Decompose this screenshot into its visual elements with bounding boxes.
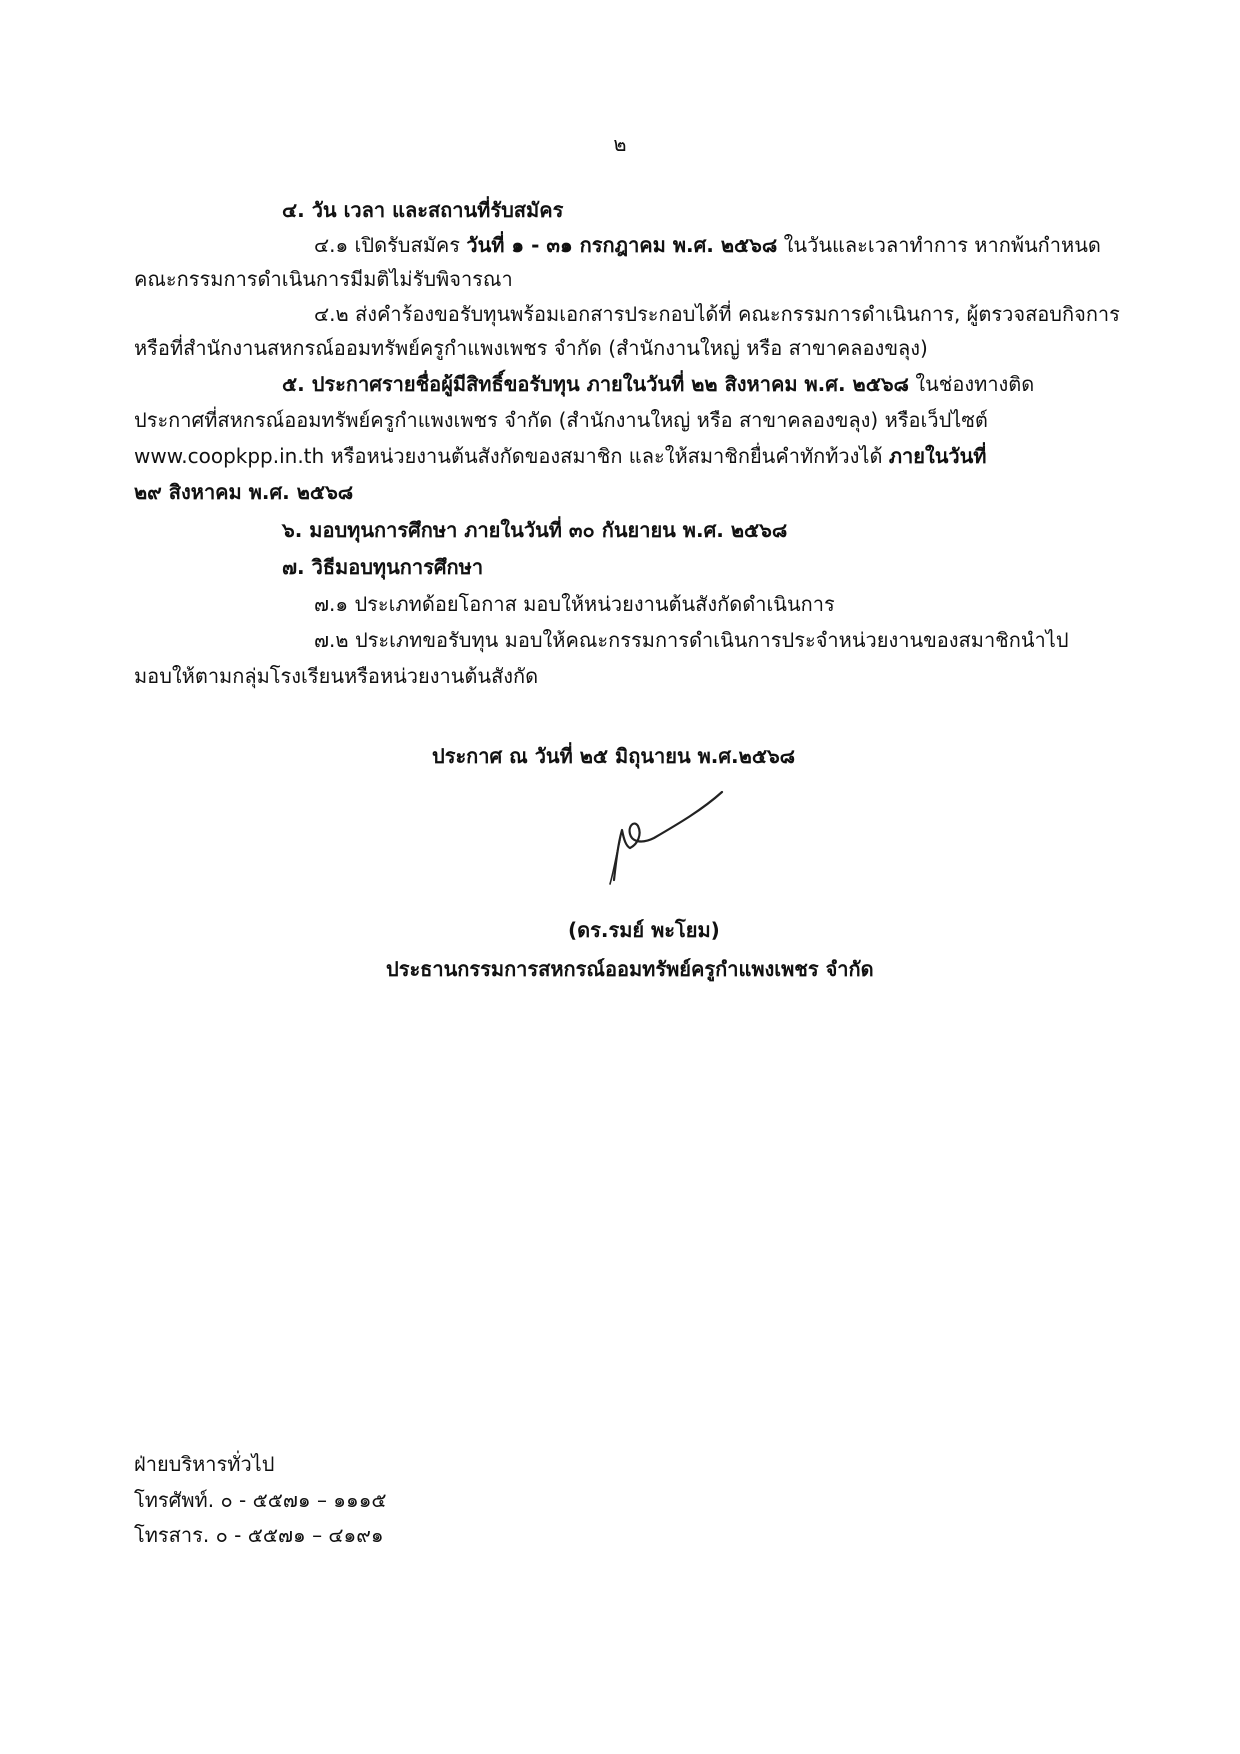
signature-image — [598, 784, 728, 894]
section-5-heading: ๕. ประกาศรายชื่อผู้มีสิทธิ์ขอรับทุน ภายในวันที่ ๒๒ สิงหาคม พ.ศ. ๒๕๖๘ — [282, 372, 909, 396]
section-4-item-1-dates: วันที่ ๑ - ๓๑ กรกฎาคม พ.ศ. ๒๕๖๘ — [466, 233, 778, 257]
section-4-item-2-line-2: หรือที่สำนักงานสหกรณ์ออมทรัพย์ครูกำแพงเพชร จำกัด (สำนักงานใหญ่ หรือ สาขาคลองขลุง) — [134, 336, 928, 360]
section-5-deadline-date: ๒๙ สิงหาคม พ.ศ. ๒๕๖๘ — [134, 480, 354, 504]
section-4-heading: ๔. วัน เวลา และสถานที่รับสมัคร — [282, 198, 564, 222]
footer-phone: โทรศัพท์. ๐ - ๕๕๗๑ – ๑๑๑๕ — [134, 1488, 387, 1512]
section-7-item-1: ๗.๑ ประเภทด้อยโอกาส มอบให้หน่วยงานต้นสังกัดดำเนินการ — [314, 592, 835, 616]
section-7-item-2-line-2: มอบให้ตามกลุ่มโรงเรียนหรือหน่วยงานต้นสังกัด — [134, 664, 539, 688]
footer-fax: โทรสาร. ๐ - ๕๕๗๑ – ๔๑๙๑ — [134, 1523, 384, 1547]
signatory-position: ประธานกรรมการสหกรณ์ออมทรัพย์ครูกำแพงเพชร จำกัด — [386, 957, 874, 981]
section-5-website-text: www.coopkpp.in.th หรือหน่วยงานต้นสังกัดของสมาชิก และให้สมาชิกยื่นคำทักท้วงได้ — [134, 444, 889, 468]
section-5-line-1 — [282, 368, 1034, 400]
signatory-name: (ดร.รมย์ พะโยม) — [568, 918, 720, 942]
section-4-item-1-suffix: ในวันและเวลาทำการ หากพ้นกำหนด — [777, 233, 1101, 257]
section-6-heading: ๖. มอบทุนการศึกษา ภายในวันที่ ๓๐ กันยายน พ.ศ. ๒๕๖๘ — [282, 518, 788, 542]
section-4-item-1-continuation: คณะกรรมการดำเนินการมีมติไม่รับพิจารณา — [134, 267, 513, 291]
page-number: ๒ — [613, 132, 627, 156]
section-4-item-1-prefix: ๔.๑ เปิดรับสมัคร — [314, 233, 467, 257]
section-5-line-2: ประกาศที่สหกรณ์ออมทรัพย์ครูกำแพงเพชร จำกัด (สำนักงานใหญ่ หรือ สาขาคลองขลุง) หรือเว็ปไซต์ — [134, 408, 988, 432]
section-5-line-1-suffix: ในช่องทางติด — [908, 372, 1035, 396]
section-4-item-2-line-1: ๔.๒ ส่งคำร้องขอรับทุนพร้อมเอกสารประกอบได้ที่ คณะกรรมการดำเนินการ, ผู้ตรวจสอบกิจการ — [314, 302, 1120, 326]
footer-department: ฝ่ายบริหารทั่วไป — [134, 1452, 275, 1476]
announcement-date: ประกาศ ณ วันที่ ๒๕ มิถุนายน พ.ศ.๒๕๖๘ — [432, 744, 796, 768]
section-5-line-3 — [134, 440, 986, 472]
section-5-deadline-label: ภายในวันที่ — [888, 444, 987, 468]
section-4-item-1 — [314, 229, 1101, 261]
section-7-item-2-line-1: ๗.๒ ประเภทขอรับทุน มอบให้คณะกรรมการดำเนินการประจำหน่วยงานของสมาชิกนำไป — [314, 628, 1069, 652]
section-7-heading: ๗. วิธีมอบทุนการศึกษา — [282, 555, 484, 579]
